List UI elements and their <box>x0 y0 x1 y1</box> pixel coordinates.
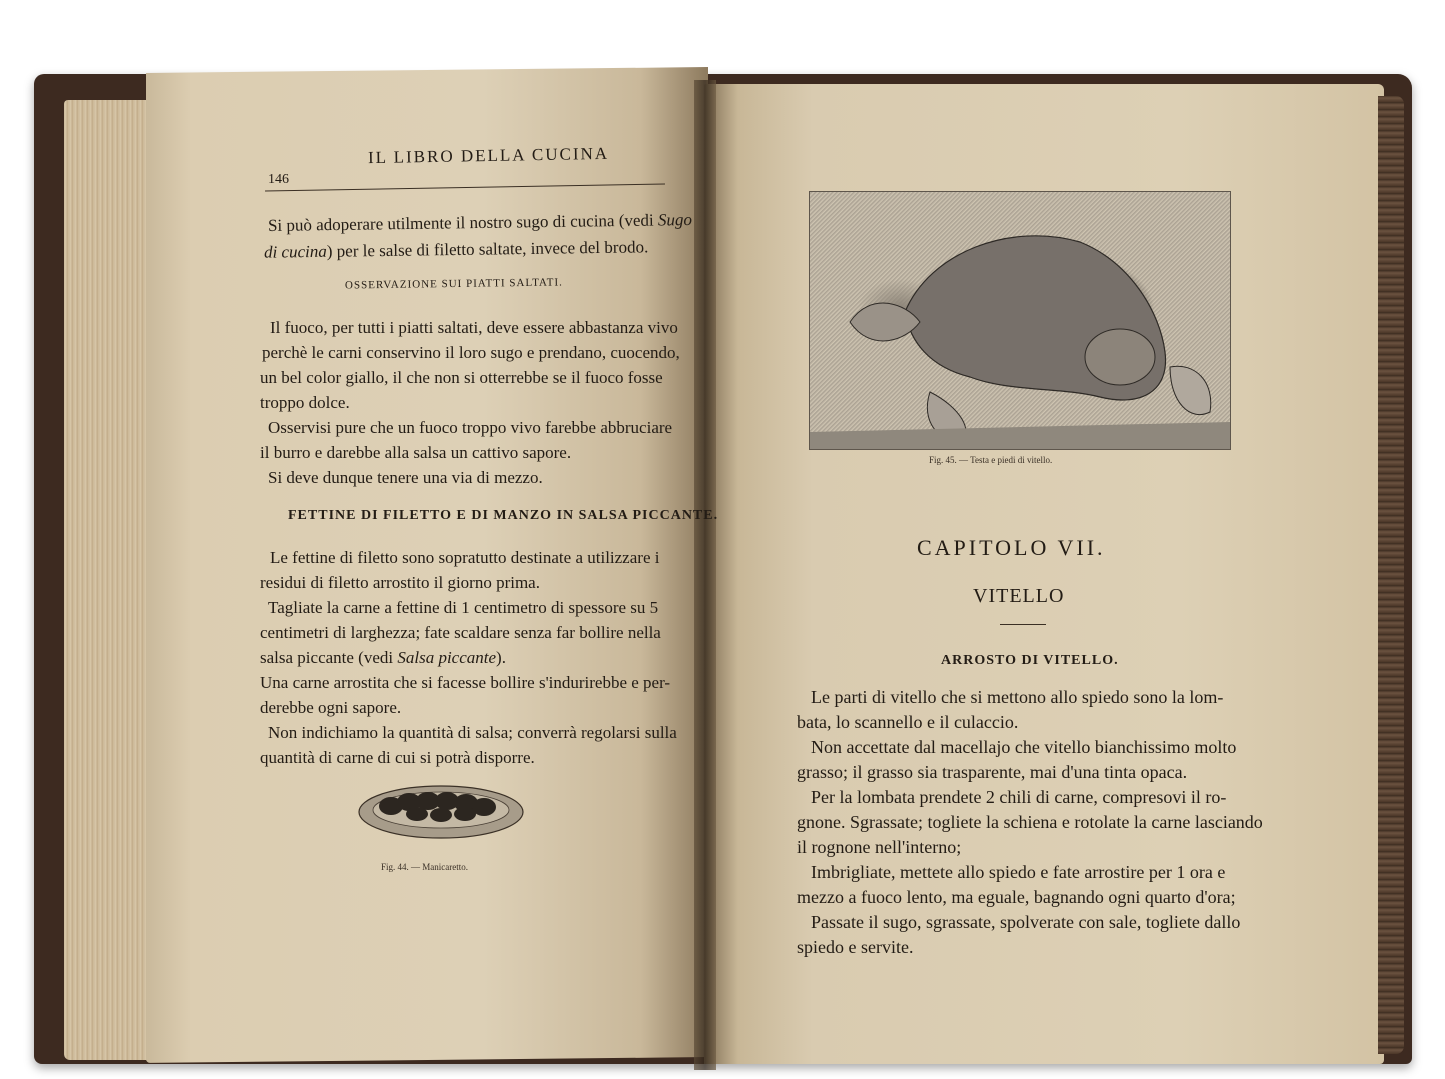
paragraph-line: troppo dolce. <box>260 393 350 412</box>
paragraph-line: salsa piccante (vedi Salsa piccante). <box>260 648 506 667</box>
paragraph-line: Non accettate dal macellajo che vitello bianchissimo molto <box>811 737 1237 757</box>
paragraph-line: spiedo e servite. <box>797 937 914 957</box>
section-divider <box>1000 624 1046 625</box>
paragraph-line: Una carne arrostita che si facesse bollire s'indurirebbe e per- <box>260 673 671 692</box>
paragraph-line: un bel color giallo, il che non si otterrebbe se il fuoco fosse <box>260 368 663 387</box>
paragraph-line: Passate il sugo, sgrassate, spolverate con sale, togliete dallo <box>811 912 1241 932</box>
paragraph-line: il rognone nell'interno; <box>797 837 962 857</box>
paragraph-line: Per la lombata prendete 2 chili di carne, compresovi il ro- <box>811 787 1227 807</box>
paragraph-line: residui di filetto arrostito il giorno prima. <box>260 573 540 592</box>
book-gutter <box>694 80 716 1070</box>
paragraph-line: mezzo a fuoco lento, ma eguale, bagnando ogni quarto d'ora; <box>797 887 1236 907</box>
recipe-heading: ARROSTO DI VITELLO. <box>941 653 1119 668</box>
paragraph-line: centimetri di larghezza; fate scaldare senza far bollire nella <box>260 623 661 642</box>
page-edges <box>64 100 156 1060</box>
paragraph-line: bata, lo scannello e il culaccio. <box>797 712 1019 732</box>
paragraph-line: Le parti di vitello che si mettono allo spiedo sono la lom- <box>811 687 1224 707</box>
paragraph-line: Le fettine di filetto sono sopratutto destinate a utilizzare i <box>270 548 660 567</box>
paragraph-line: Imbrigliate, mettete allo spiedo e fate arrostire per 1 ora e <box>811 862 1226 882</box>
section-title: VITELLO <box>973 585 1065 607</box>
paragraph-line: perchè le carni conservino il loro sugo e prendano, cuocendo, <box>262 343 680 362</box>
paragraph-line: Non indichiamo la quantità di salsa; converrà regolarsi sulla <box>268 723 677 742</box>
paragraph-line: il burro e darebbe alla salsa un cattivo sapore. <box>260 443 572 462</box>
calf-head-illustration <box>809 191 1231 450</box>
paragraph-line: di cucina) per le salse di filetto saltate, invece del brodo. <box>263 237 649 262</box>
paragraph-line: Il fuoco, per tutti i piatti saltati, deve essere abbastanza vivo <box>270 318 678 337</box>
figure-caption: Fig. 44. — Manicaretto. <box>381 862 468 872</box>
paragraph-line: grasso; il grasso sia trasparente, mai d'una tinta opaca. <box>797 762 1188 782</box>
paragraph-line: Si può adoperare utilmente il nostro sugo di cucina (vedi Sugo <box>267 210 693 235</box>
paragraph-line: Si deve dunque tenere una via di mezzo. <box>268 468 543 487</box>
page-number: 146 <box>268 172 289 187</box>
paragraph-line: Tagliate la carne a fettine di 1 centimetro di spessore su 5 <box>268 598 659 617</box>
subheading: OSSERVAZIONE SUI PIATTI SALTATI. <box>344 276 563 292</box>
paragraph-line: quantità di carne di cui si potrà disporre. <box>260 748 535 767</box>
paragraph-line: gnone. Sgrassate; togliete la schiena e rotolate la carne lasciando <box>797 812 1263 832</box>
book-spine-edge <box>1378 96 1404 1054</box>
recipe-heading: FETTINE DI FILETTO E DI MANZO IN SALSA PICCANTE. <box>288 508 719 523</box>
paragraph-line: derebbe ogni sapore. <box>260 698 402 717</box>
figure-caption: Fig. 45. — Testa e piedi di vitello. <box>929 455 1053 465</box>
chapter-title: CAPITOLO VII. <box>917 535 1106 560</box>
dish-illustration <box>357 780 525 840</box>
running-head: IL LIBRO DELLA CUCINA <box>367 143 610 168</box>
paragraph-line: Osservisi pure che un fuoco troppo vivo farebbe abbruciare <box>268 418 673 437</box>
